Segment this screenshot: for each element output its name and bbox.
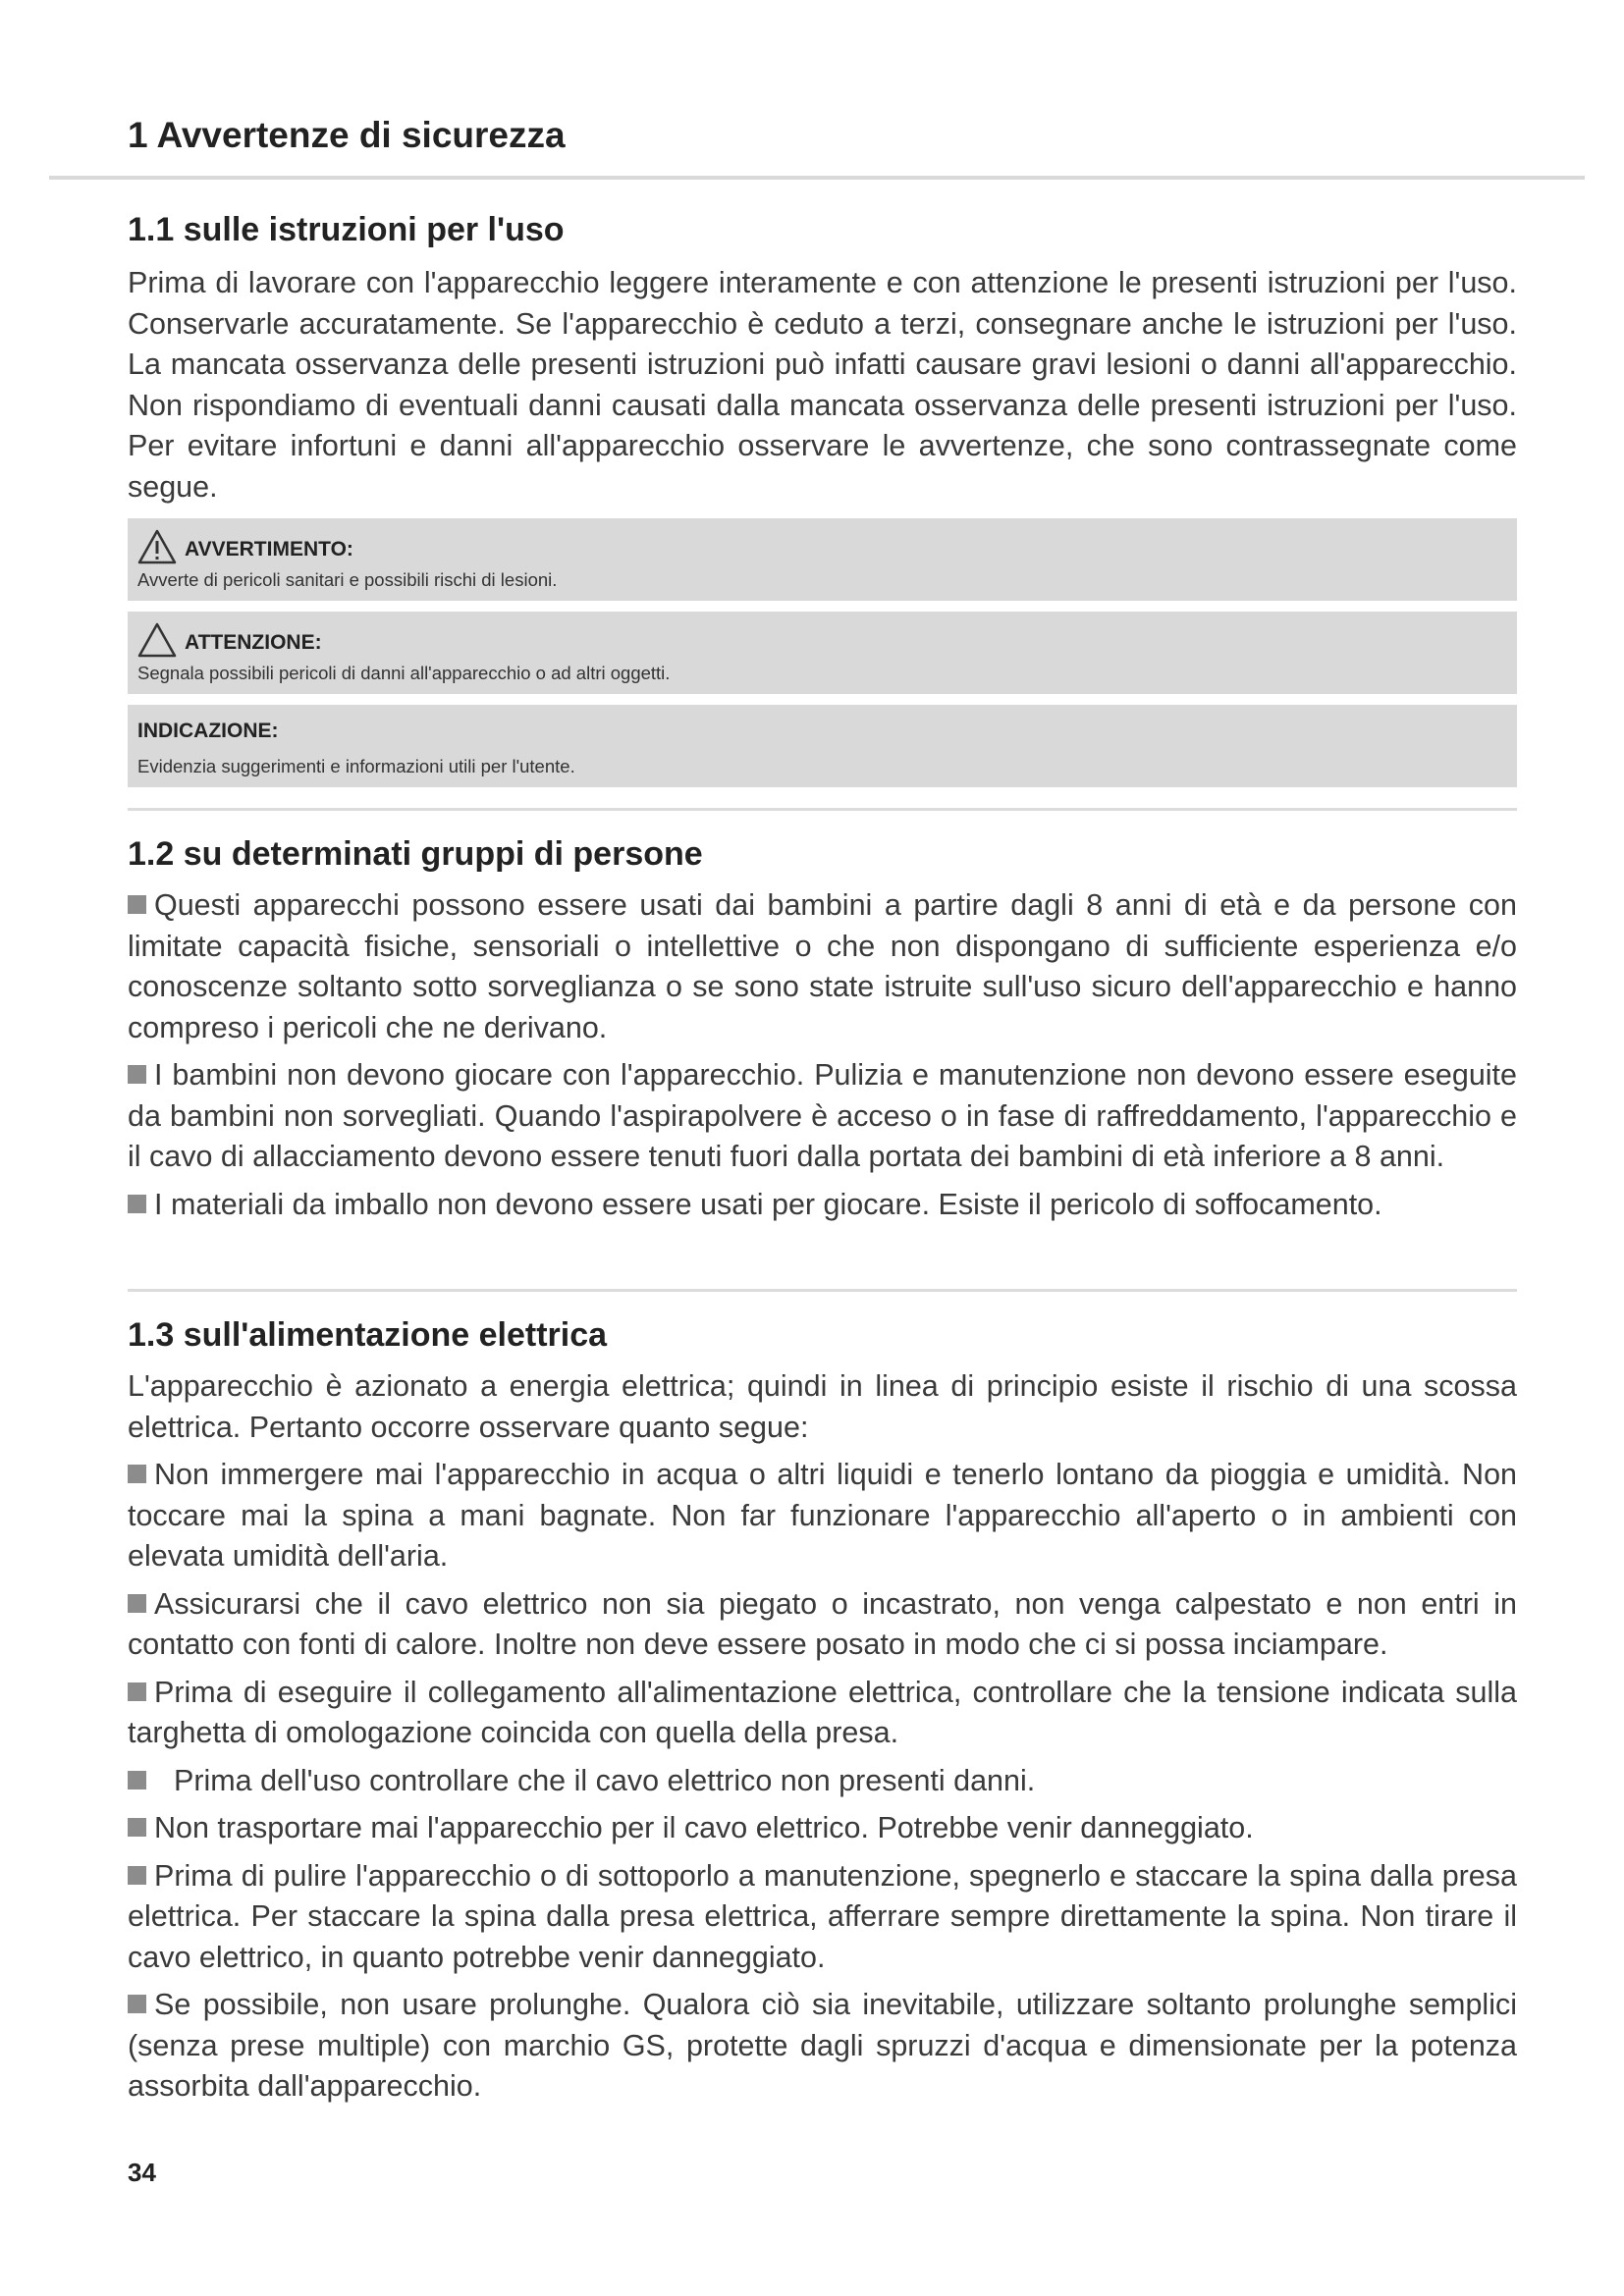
list-item-text: Non trasportare mai l'apparecchio per il cavo elettrico. Potrebbe venir danneggiato.	[154, 1811, 1254, 1844]
section-title: 1.2 su determinati gruppi di persone	[128, 835, 703, 873]
list-item-text: Prima dell'uso controllare che il cavo elettrico non presenti danni.	[174, 1763, 1036, 1797]
chapter-title: 1 Avvertenze di sicurezza	[128, 115, 566, 155]
square-bullet-icon	[128, 1771, 146, 1789]
list-item-text: Prima di eseguire il collegamento all'alimentazione elettrica, controllare che la tensione indicata sulla targhetta di omologazione coincida con quella della presa.	[128, 1675, 1517, 1749]
section-body: Prima di lavorare con l'apparecchio leggere interamente e con attenzione le presenti istruzioni per l'uso. Conservarle accuratamente. Se l'apparecchio è ceduto a terzi, consegnare anche le istruzioni per l'uso. La mancata osservanza delle presenti istruzioni può infatti causare gravi lesioni o danni all'apparecchio. Non rispondiamo di eventuali danni causati dalla mancata osservanza delle presenti istruzioni per l'uso. Per evitare infortuni e danni all'apparecchio osservare le avvertenze, che sono contrassegnate come segue.	[128, 266, 1517, 504]
notice-warning	[128, 518, 1517, 601]
bullet-list	[128, 1455, 1517, 2108]
section-intro: L'apparecchio è azionato a energia elettrica; quindi in linea di principio esiste il rischio di una scossa elettrica. Pertanto occorre osservare quanto segue:	[128, 1369, 1517, 1444]
list-item	[128, 1455, 1517, 1577]
list-item	[128, 1055, 1517, 1178]
section-title: 1.1 sulle istruzioni per l'uso	[128, 211, 565, 248]
square-bullet-icon	[128, 1594, 146, 1613]
notice-description: Avverte di pericoli sanitari e possibili rischi di lesioni.	[137, 569, 558, 590]
list-item	[128, 1185, 1517, 1226]
list-item-text: I materiali da imballo non devono essere usati per giocare. Esiste il pericolo di soffocamento.	[154, 1187, 1382, 1221]
list-item	[128, 1985, 1517, 2108]
square-bullet-icon	[128, 1195, 146, 1213]
square-bullet-icon	[128, 1065, 146, 1084]
section-divider	[128, 808, 1517, 811]
list-item	[128, 1673, 1517, 1754]
notice-description: Evidenzia suggerimenti e informazioni utili per l'utente.	[137, 756, 575, 776]
square-bullet-icon	[128, 895, 146, 914]
list-item-text: Questi apparecchi possono essere usati dai bambini a partire dagli 8 anni di età e da persone con limitate capacità fisiche, sensoriali o intellettive o che non dispongano di sufficiente esperienza e/o conoscenze soltanto sotto sorveglianza o se sono state istruite sull'uso sicuro dell'apparecchio e hanno compreso i pericoli che ne derivano.	[128, 888, 1517, 1044]
section-electrical	[128, 1313, 1517, 2114]
square-bullet-icon	[128, 1995, 146, 2013]
notice-info	[128, 705, 1517, 787]
section-divider	[128, 1289, 1517, 1292]
square-bullet-icon	[128, 1866, 146, 1885]
page-number: 34	[128, 2158, 156, 2187]
notice-title: AVVERTIMENTO:	[185, 538, 353, 561]
section-groups	[128, 832, 1517, 1232]
warning-exclamation-icon	[137, 529, 177, 564]
bullet-list	[128, 885, 1517, 1225]
list-item	[128, 885, 1517, 1048]
list-item	[128, 1584, 1517, 1666]
square-bullet-icon	[128, 1682, 146, 1701]
notice-title: INDICAZIONE:	[137, 720, 279, 742]
list-item	[128, 1761, 1517, 1802]
section-instructions	[128, 208, 1517, 507]
notice-description: Segnala possibili pericoli di danni all'apparecchio o ad altri oggetti.	[137, 663, 671, 683]
list-item-text: Se possibile, non usare prolunghe. Qualora ciò sia inevitabile, utilizzare soltanto prolunghe semplici (senza prese multiple) con marchio GS, protette dagli spruzzi d'acqua e dimensionate per la potenza assorbita dall'apparecchio.	[128, 1988, 1517, 2103]
warning-triangle-icon	[137, 622, 177, 658]
list-item	[128, 1856, 1517, 1979]
list-item-text: I bambini non devono giocare con l'apparecchio. Pulizia e manutenzione non devono essere eseguite da bambini non sorvegliati. Quando l'aspirapolvere è acceso o in fase di raffreddamento, l'apparecchio e il cavo di allacciamento devono essere tenuti fuori dalla portata dei bambini di età inferiore a 8 anni.	[128, 1058, 1517, 1173]
notice-caution	[128, 612, 1517, 694]
list-item-text: Assicurarsi che il cavo elettrico non sia piegato o incastrato, non venga calpestato e non entri in contatto con fonti di calore. Inoltre non deve essere posato in modo che ci si possa inciampare.	[128, 1586, 1517, 1661]
square-bullet-icon	[128, 1465, 146, 1483]
notice-title: ATTENZIONE:	[185, 631, 322, 654]
square-bullet-icon	[128, 1818, 146, 1837]
list-item	[128, 1808, 1517, 1849]
list-item-text: Prima di pulire l'apparecchio o di sottoporlo a manutenzione, spegnerlo e staccare la spina dalla presa elettrica. Per staccare la spina dalla presa elettrica, afferrare sempre direttamente la spina. Non tirare il cavo elettrico, in quanto potrebbe venir danneggiato.	[128, 1858, 1517, 1974]
list-item-text: Non immergere mai l'apparecchio in acqua o altri liquidi e tenerlo lontano da pioggia e umidità. Non toccare mai la spina a mani bagnate. Non far funzionare l'apparecchio all'aperto o in ambienti con elevata umidità dell'aria.	[128, 1458, 1517, 1573]
section-title: 1.3 sull'alimentazione elettrica	[128, 1316, 608, 1354]
chapter-divider	[49, 176, 1585, 180]
